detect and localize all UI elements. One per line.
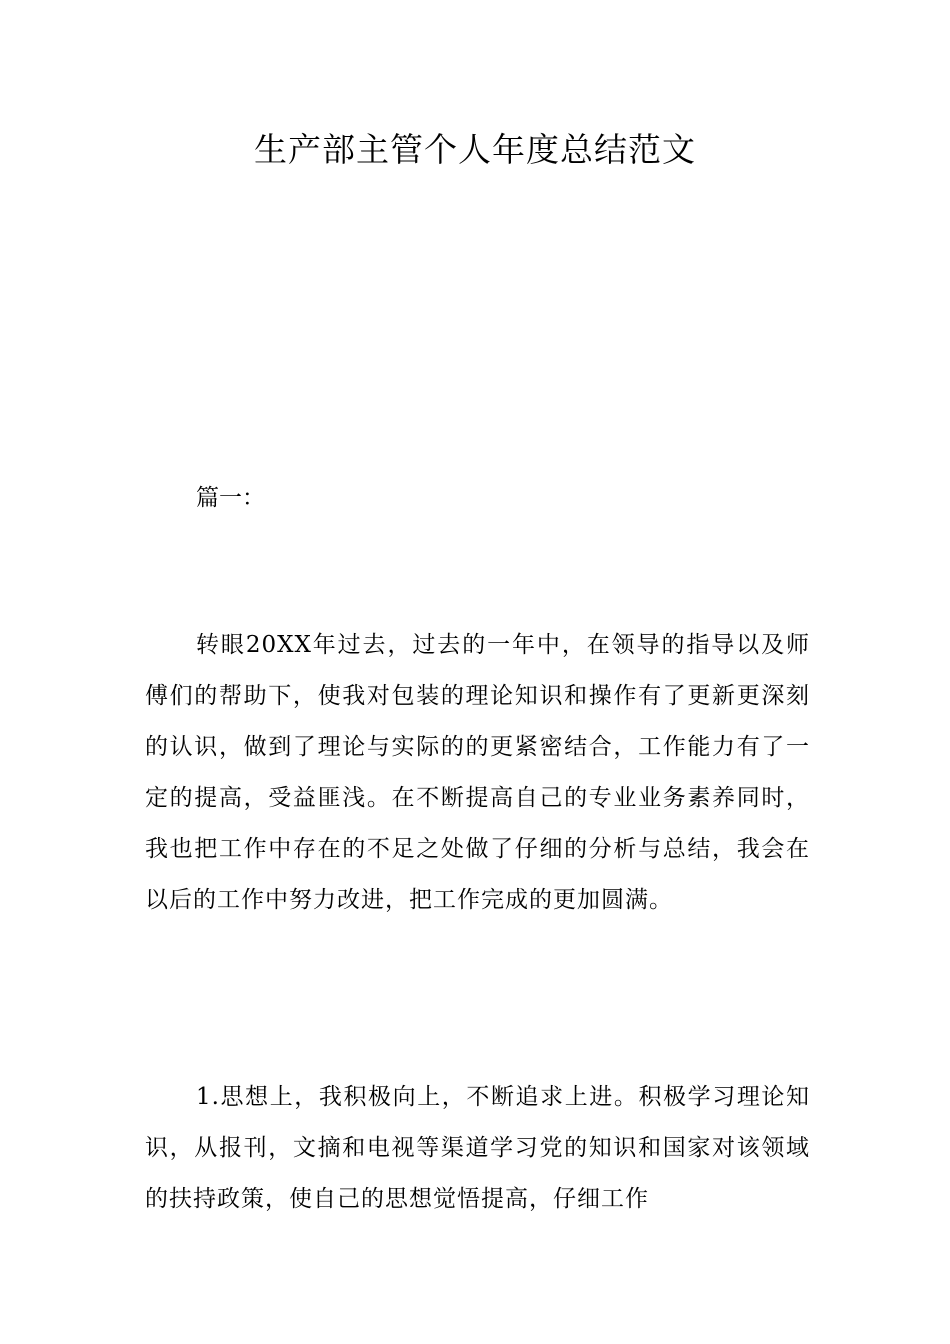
- document-title: 生产部主管个人年度总结范文: [254, 130, 696, 169]
- body-paragraph-2: 1.思想上，我积极向上，不断追求上进。积极学习理论知识，从报刊，文摘和电视等渠道学习党的知识和国家对该领域的扶持政策，使自己的思想觉悟提高，仔细工作: [145, 1084, 810, 1212]
- section-heading: 篇一：: [196, 485, 265, 511]
- body-paragraph-1: 转眼20XX年过去，过去的一年中，在领导的指导以及师傅们的帮助下，使我对包装的理论知识和操作有了更新更深刻的认识，做到了理论与实际的的更紧密结合，工作能力有了一定的提高，受益匪浅。在不断提高自己的专业业务素养同时，我也把工作中存在的不足之处做了仔细的分析与总结，我会在以后的工作中努力改进，把工作完成的更加圆满。: [145, 632, 810, 913]
